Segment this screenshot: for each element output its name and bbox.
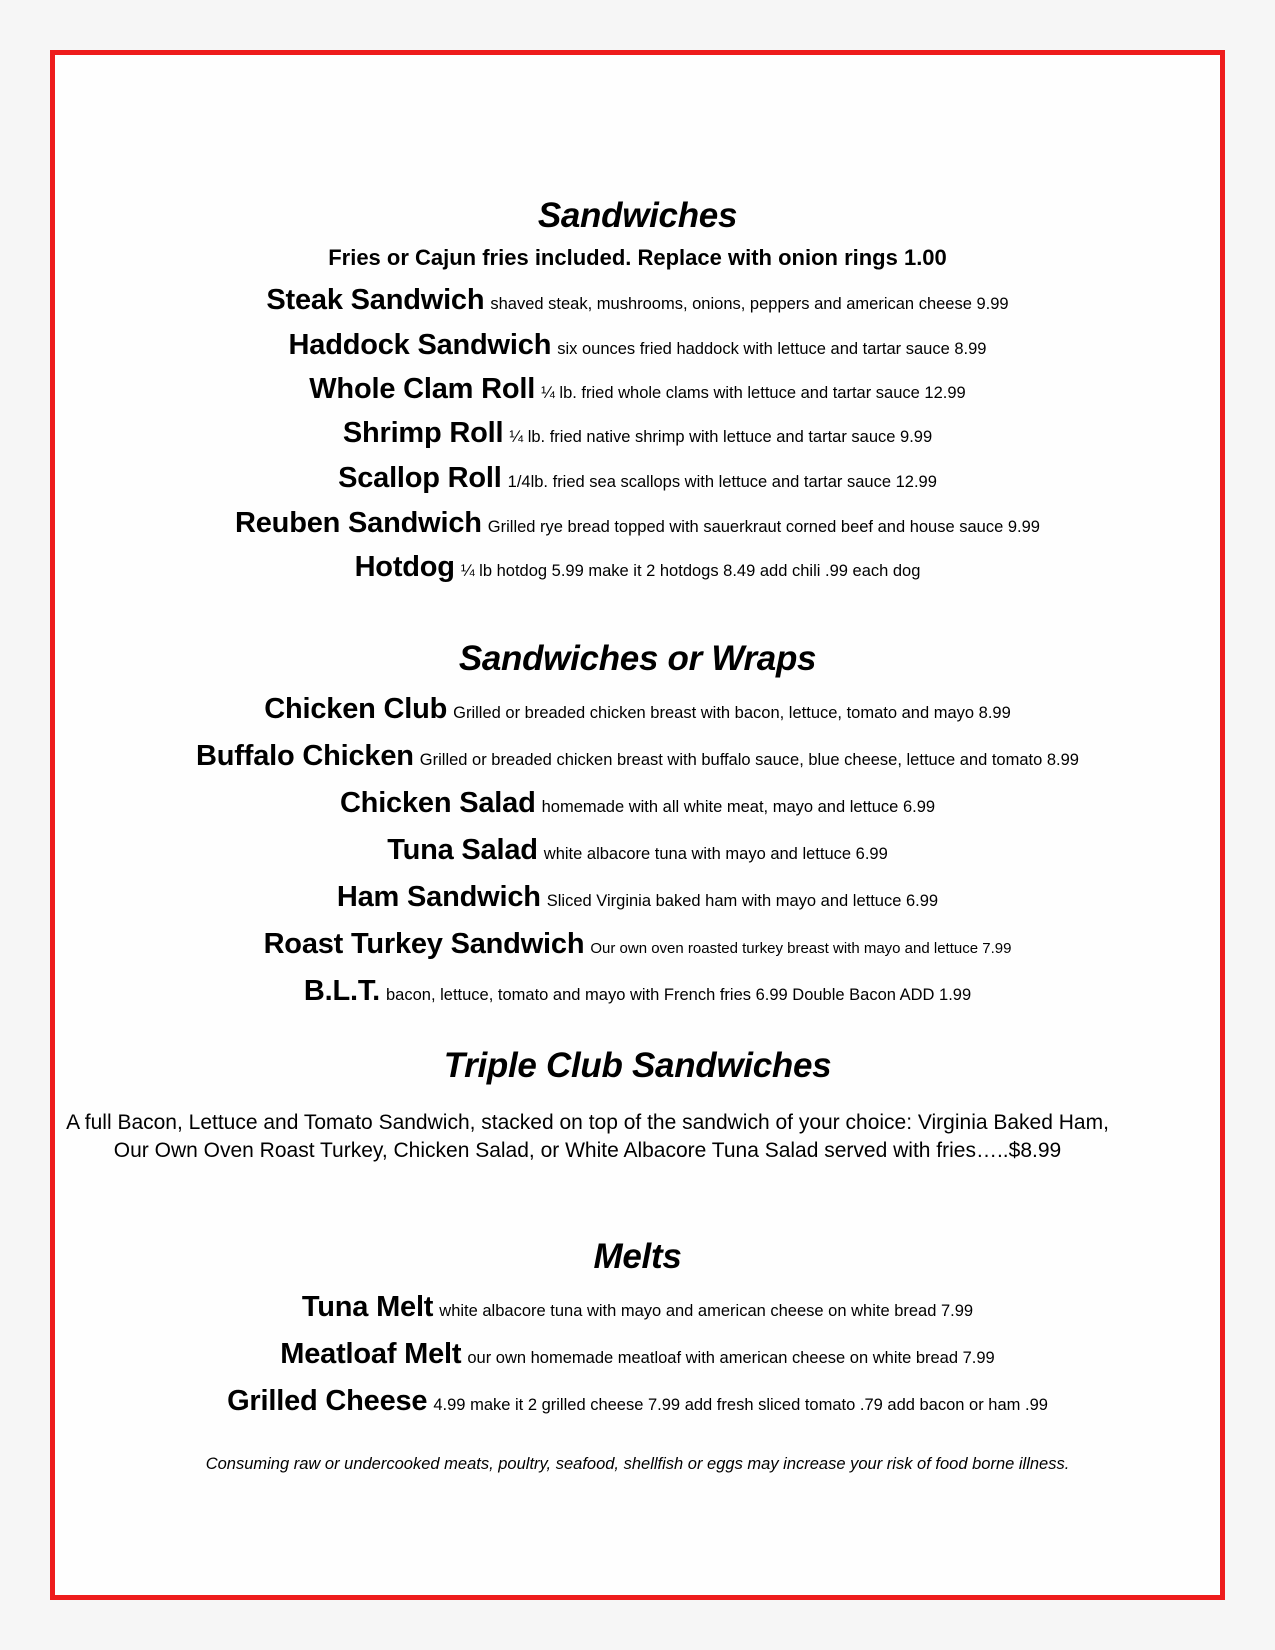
item-name: Meatloaf Melt bbox=[280, 1338, 462, 1370]
item-name: Tuna Salad bbox=[387, 834, 538, 866]
food-safety-disclaimer: Consuming raw or undercooked meats, poultry, seafood, shellfish or eggs may increase your risk of food borne illness. bbox=[205, 1455, 1070, 1473]
item-description: our own homemade meatloaf with american cheese on white bread 7.99 bbox=[467, 1349, 995, 1367]
item-name: Ham Sandwich bbox=[336, 881, 541, 913]
triple-club-description: A full Bacon, Lettuce and Tomato Sandwich, stacked on top of the sandwich of your choice: Virginia Baked Ham, Our Own Oven Roast Turkey, Chicken Salad, or White Albacore Tuna Salad served with fries…..$8.99 bbox=[66, 1111, 1109, 1162]
item-name: Scallop Roll bbox=[338, 462, 502, 494]
item-description: white albacore tuna with mayo and american cheese on white bread 7.99 bbox=[439, 1302, 974, 1320]
menu-item bbox=[0, 282, 1275, 323]
item-description: Grilled rye bread topped with sauerkraut corned beef and house sauce 9.99 bbox=[487, 518, 1040, 536]
menu-item bbox=[0, 691, 1275, 732]
item-description: white albacore tuna with mayo and lettuce 6.99 bbox=[543, 845, 888, 863]
item-description: shaved steak, mushrooms, onions, peppers and american cheese 9.99 bbox=[490, 295, 1009, 313]
item-name: Buffalo Chicken bbox=[196, 740, 414, 772]
menu-item bbox=[0, 832, 1275, 873]
sandwiches-note: Fries or Cajun fries included. Replace with onion rings 1.00 bbox=[328, 245, 947, 270]
menu-item bbox=[0, 1289, 1275, 1330]
section-title-melts: Melts bbox=[593, 1237, 682, 1276]
item-description: Grilled or breaded chicken breast with buffalo sauce, blue cheese, lettuce and tomato 8.99 bbox=[419, 751, 1079, 769]
section-title-triple-club: Triple Club Sandwiches bbox=[443, 1046, 832, 1085]
item-description: Sliced Virginia baked ham with mayo and lettuce 6.99 bbox=[546, 892, 939, 910]
item-description: bacon, lettuce, tomato and mayo with French fries 6.99 Double Bacon ADD 1.99 bbox=[385, 986, 972, 1004]
item-description: homemade with all white meat, mayo and lettuce 6.99 bbox=[541, 798, 936, 816]
item-description: six ounces fried haddock with lettuce and tartar sauce 8.99 bbox=[557, 340, 987, 358]
menu-item bbox=[0, 926, 1275, 967]
item-name: Reuben Sandwich bbox=[235, 507, 482, 539]
item-description: Our own oven roasted turkey breast with mayo and lettuce 7.99 bbox=[590, 940, 1012, 957]
item-name: Steak Sandwich bbox=[266, 284, 485, 316]
item-description: ¼ lb hotdog 5.99 make it 2 hotdogs 8.49 add chili .99 each dog bbox=[460, 562, 921, 580]
menu-item bbox=[0, 371, 1275, 412]
item-name: Roast Turkey Sandwich bbox=[263, 928, 585, 960]
item-description: ¼ lb. fried whole clams with lettuce and tartar sauce 12.99 bbox=[541, 384, 966, 402]
item-name: B.L.T. bbox=[303, 975, 380, 1007]
menu-item bbox=[0, 738, 1275, 779]
item-description: 1/4lb. fried sea scallops with lettuce and tartar sauce 12.99 bbox=[507, 473, 937, 491]
menu-item bbox=[0, 973, 1275, 1014]
section-title-sandwiches: Sandwiches bbox=[537, 196, 738, 235]
item-name: Chicken Salad bbox=[339, 787, 536, 819]
item-name: Hotdog bbox=[354, 551, 455, 583]
item-description: 4.99 make it 2 grilled cheese 7.99 add fresh sliced tomato .79 add bacon or ham .99 bbox=[433, 1396, 1048, 1414]
section-title-wraps: Sandwiches or Wraps bbox=[458, 639, 817, 678]
item-name: Chicken Club bbox=[264, 693, 448, 725]
item-name: Haddock Sandwich bbox=[288, 329, 552, 361]
menu-item bbox=[0, 415, 1275, 456]
menu-item bbox=[0, 879, 1275, 920]
item-name: Grilled Cheese bbox=[227, 1385, 428, 1417]
menu-item bbox=[0, 785, 1275, 826]
item-description: ¼ lb. fried native shrimp with lettuce and tartar sauce 9.99 bbox=[509, 428, 933, 446]
item-name: Shrimp Roll bbox=[342, 417, 504, 449]
item-description: Grilled or breaded chicken breast with bacon, lettuce, tomato and mayo 8.99 bbox=[453, 704, 1011, 722]
item-name: Whole Clam Roll bbox=[309, 373, 536, 405]
menu-item bbox=[0, 460, 1275, 501]
menu-item bbox=[0, 327, 1275, 368]
item-name: Tuna Melt bbox=[301, 1291, 434, 1323]
menu-item bbox=[0, 505, 1275, 546]
menu-item bbox=[0, 549, 1275, 590]
menu-item bbox=[0, 1336, 1275, 1377]
menu-item bbox=[0, 1383, 1275, 1424]
